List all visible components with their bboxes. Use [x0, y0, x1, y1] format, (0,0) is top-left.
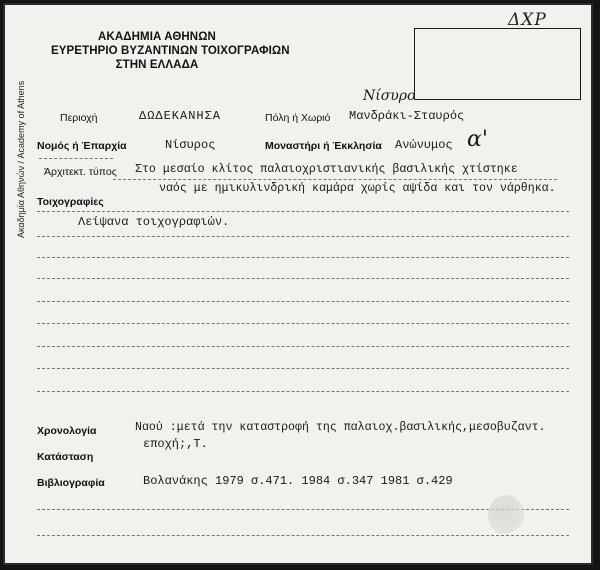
dashed-line — [113, 179, 557, 180]
handwritten-church-note: α' — [467, 127, 488, 152]
faded-seal-stamp — [488, 495, 524, 535]
value-arch-type-line-2: ναός με ημικυλινδρική καμάρα χωρίς αψίδα και τον νάρθηκα. — [159, 182, 556, 195]
value-dating-line-2: εποχή;,Τ. — [143, 437, 208, 451]
photo-box — [414, 28, 581, 100]
label-region: Περιοχή — [60, 112, 98, 124]
dashed-line — [37, 278, 569, 279]
label-bibliography: Βιβλιογραφία — [37, 477, 105, 489]
header-line-2: ΕΥΡΕΤΗΡΙΟ ΒΥΖΑΝΤΙΝΩΝ ΤΟΙΧΟΓΡΑΦΙΩΝ — [51, 45, 290, 57]
dashed-line — [37, 236, 569, 237]
label-city-village: Πόλη ή Χωριό — [265, 112, 331, 124]
dashed-line — [39, 158, 113, 159]
index-card — [3, 3, 593, 565]
value-dating-line-1: Ναού :μετά την καταστροφή της παλαιοχ.βασιλικής,μεσοβυζαντ. — [135, 421, 546, 434]
label-arch-type: Άρχιτεκτ. τύπος — [44, 166, 117, 178]
dashed-line — [37, 323, 569, 324]
value-monastery-church: Ανώνυμος — [395, 138, 453, 152]
label-prefecture: Νομός ή Έπαρχία — [37, 140, 127, 152]
label-dating: Χρονολογία — [37, 425, 97, 437]
dashed-line — [37, 391, 569, 392]
value-arch-type-line-1: Στο μεσαίο κλίτος παλαιοχριστιανικής βασιλικής χτίστηκε — [135, 163, 518, 176]
dashed-line — [37, 301, 569, 302]
handwritten-city-note: Νίσυρο — [363, 88, 416, 104]
header-line-1: ΑΚΑΔΗΜΙΑ ΑΘΗΝΩΝ — [98, 31, 216, 43]
dashed-line — [37, 257, 569, 258]
dashed-line — [37, 368, 569, 369]
label-frescoes: Τοιχογραφίες — [37, 196, 104, 208]
value-city-village: Μανδράκι-Σταυρός — [349, 109, 465, 123]
label-monastery-church: Μοναστήρι ή Έκκλησία — [265, 140, 382, 152]
dashed-line — [37, 211, 569, 212]
value-frescoes: Λείψανα τοιχογραφιών. — [78, 215, 230, 229]
value-region: ΔΩΔΕΚΑΝΗΣΑ — [139, 109, 222, 123]
institution-header — [51, 30, 290, 72]
value-bibliography: Βολανάκης 1979 σ.471. 1984 σ.347 1981 σ.429 — [143, 474, 453, 488]
dashed-line — [37, 346, 569, 347]
card-code: ΔΧΡ — [508, 10, 547, 30]
dashed-line — [37, 535, 569, 536]
value-prefecture: Νίσυρος — [165, 138, 216, 152]
header-line-3: ΣΤΗΝ ΕΛΛΑΔΑ — [115, 59, 199, 71]
label-condition: Κατάσταση — [37, 451, 94, 463]
side-watermark-text: Ακαδημία Αθηνών / Academy of Athens — [16, 80, 26, 238]
